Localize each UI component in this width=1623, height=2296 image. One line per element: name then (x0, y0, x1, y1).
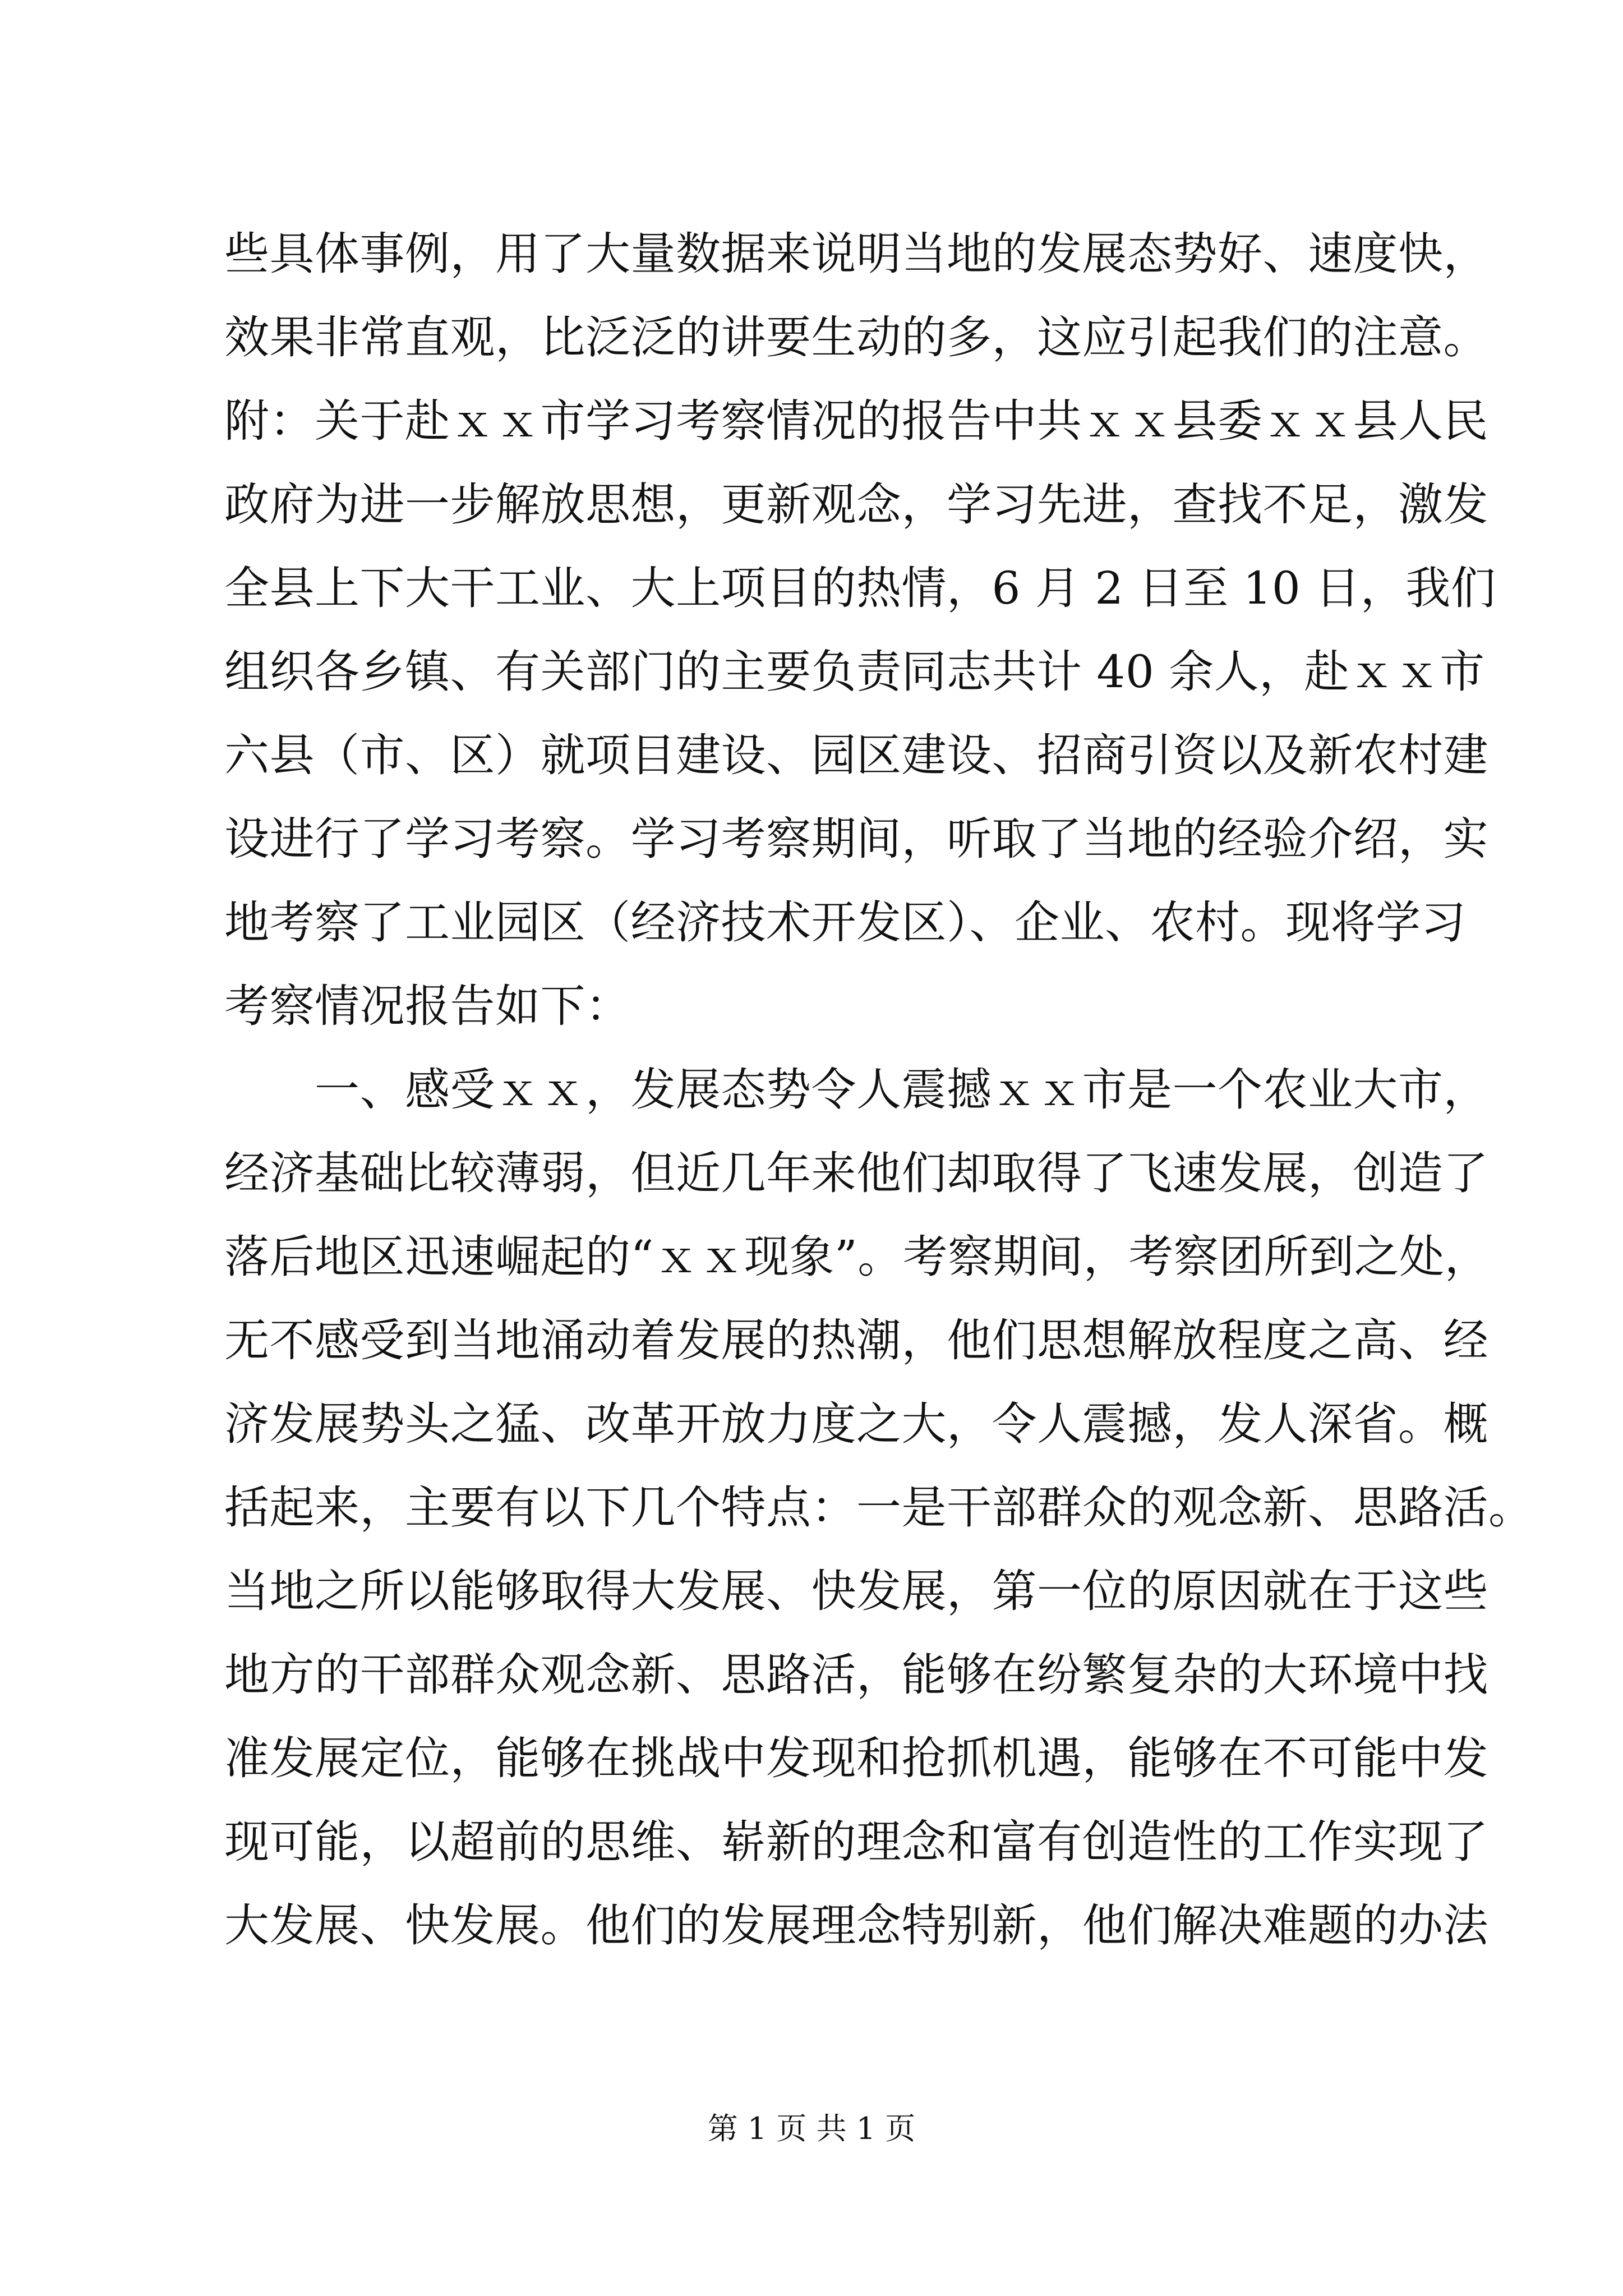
text-line: 一、感受ｘｘ，发展态势令人震撼ｘｘ市是一个农业大市， (224, 1064, 1488, 1116)
text-line: 地方的干部群众观念新、思路活，能够在纷繁复杂的大环境中找 (224, 1649, 1488, 1701)
text-line: 现可能，以超前的思维、崭新的理念和富有创造性的工作实现了 (224, 1816, 1488, 1868)
text-line: 附：关于赴ｘｘ市学习考察情况的报告中共ｘｘ县委ｘｘ县人民 (224, 395, 1488, 447)
text-line: 考察情况报告如下： (224, 980, 631, 1032)
text-line: 无不感受到当地涌动着发展的热潮，他们思想解放程度之高、经 (224, 1314, 1488, 1366)
document-body (224, 212, 1534, 1967)
text-line: 大发展、快发展。他们的发展理念特别新，他们解决难题的办法 (224, 1899, 1488, 1952)
text-line: 六县（市、区）就项目建设、园区建设、招商引资以及新农村建 (224, 729, 1488, 781)
text-line: 地考察了工业园区（经济技术开发区）、企业、农村。现将学习 (224, 896, 1466, 949)
text-line: 组织各乡镇、有关部门的主要负责同志共计 40 余人，赴ｘｘ市 (224, 646, 1485, 698)
text-line: 全县上下大干工业、大上项目的热情，6 月 2 日至 10 日，我们 (224, 562, 1496, 614)
text-line: 设进行了学习考察。学习考察期间，听取了当地的经验介绍，实 (224, 813, 1488, 865)
text-line: 落后地区迅速崛起的“ｘｘ现象”。考察期间，考察团所到之处， (224, 1231, 1490, 1283)
text-line: 些具体事例，用了大量数据来说明当地的发展态势好、速度快， (224, 228, 1488, 280)
text-line: 政府为进一步解放思想，更新观念，学习先进，查找不足，激发 (224, 478, 1488, 531)
text-line: 效果非常直观，比泛泛的讲要生动的多，这应引起我们的注意。 (224, 311, 1488, 364)
text-line: 济发展势头之猛、改革开放力度之大，令人震撼，发人深省。概 (224, 1398, 1488, 1450)
text-line: 准发展定位，能够在挑战中发现和抢抓机遇，能够在不可能中发 (224, 1732, 1488, 1784)
page-footer: 第 1 页 共 1 页 (707, 2111, 916, 2146)
text-line: 括起来，主要有以下几个特点：一是干部群众的观念新、思路活。 (224, 1481, 1534, 1534)
text-line: 当地之所以能够取得大发展、快发展，第一位的原因就在于这些 (224, 1565, 1488, 1617)
text-line: 经济基础比较薄弱，但近几年来他们却取得了飞速发展，创造了 (224, 1147, 1488, 1199)
